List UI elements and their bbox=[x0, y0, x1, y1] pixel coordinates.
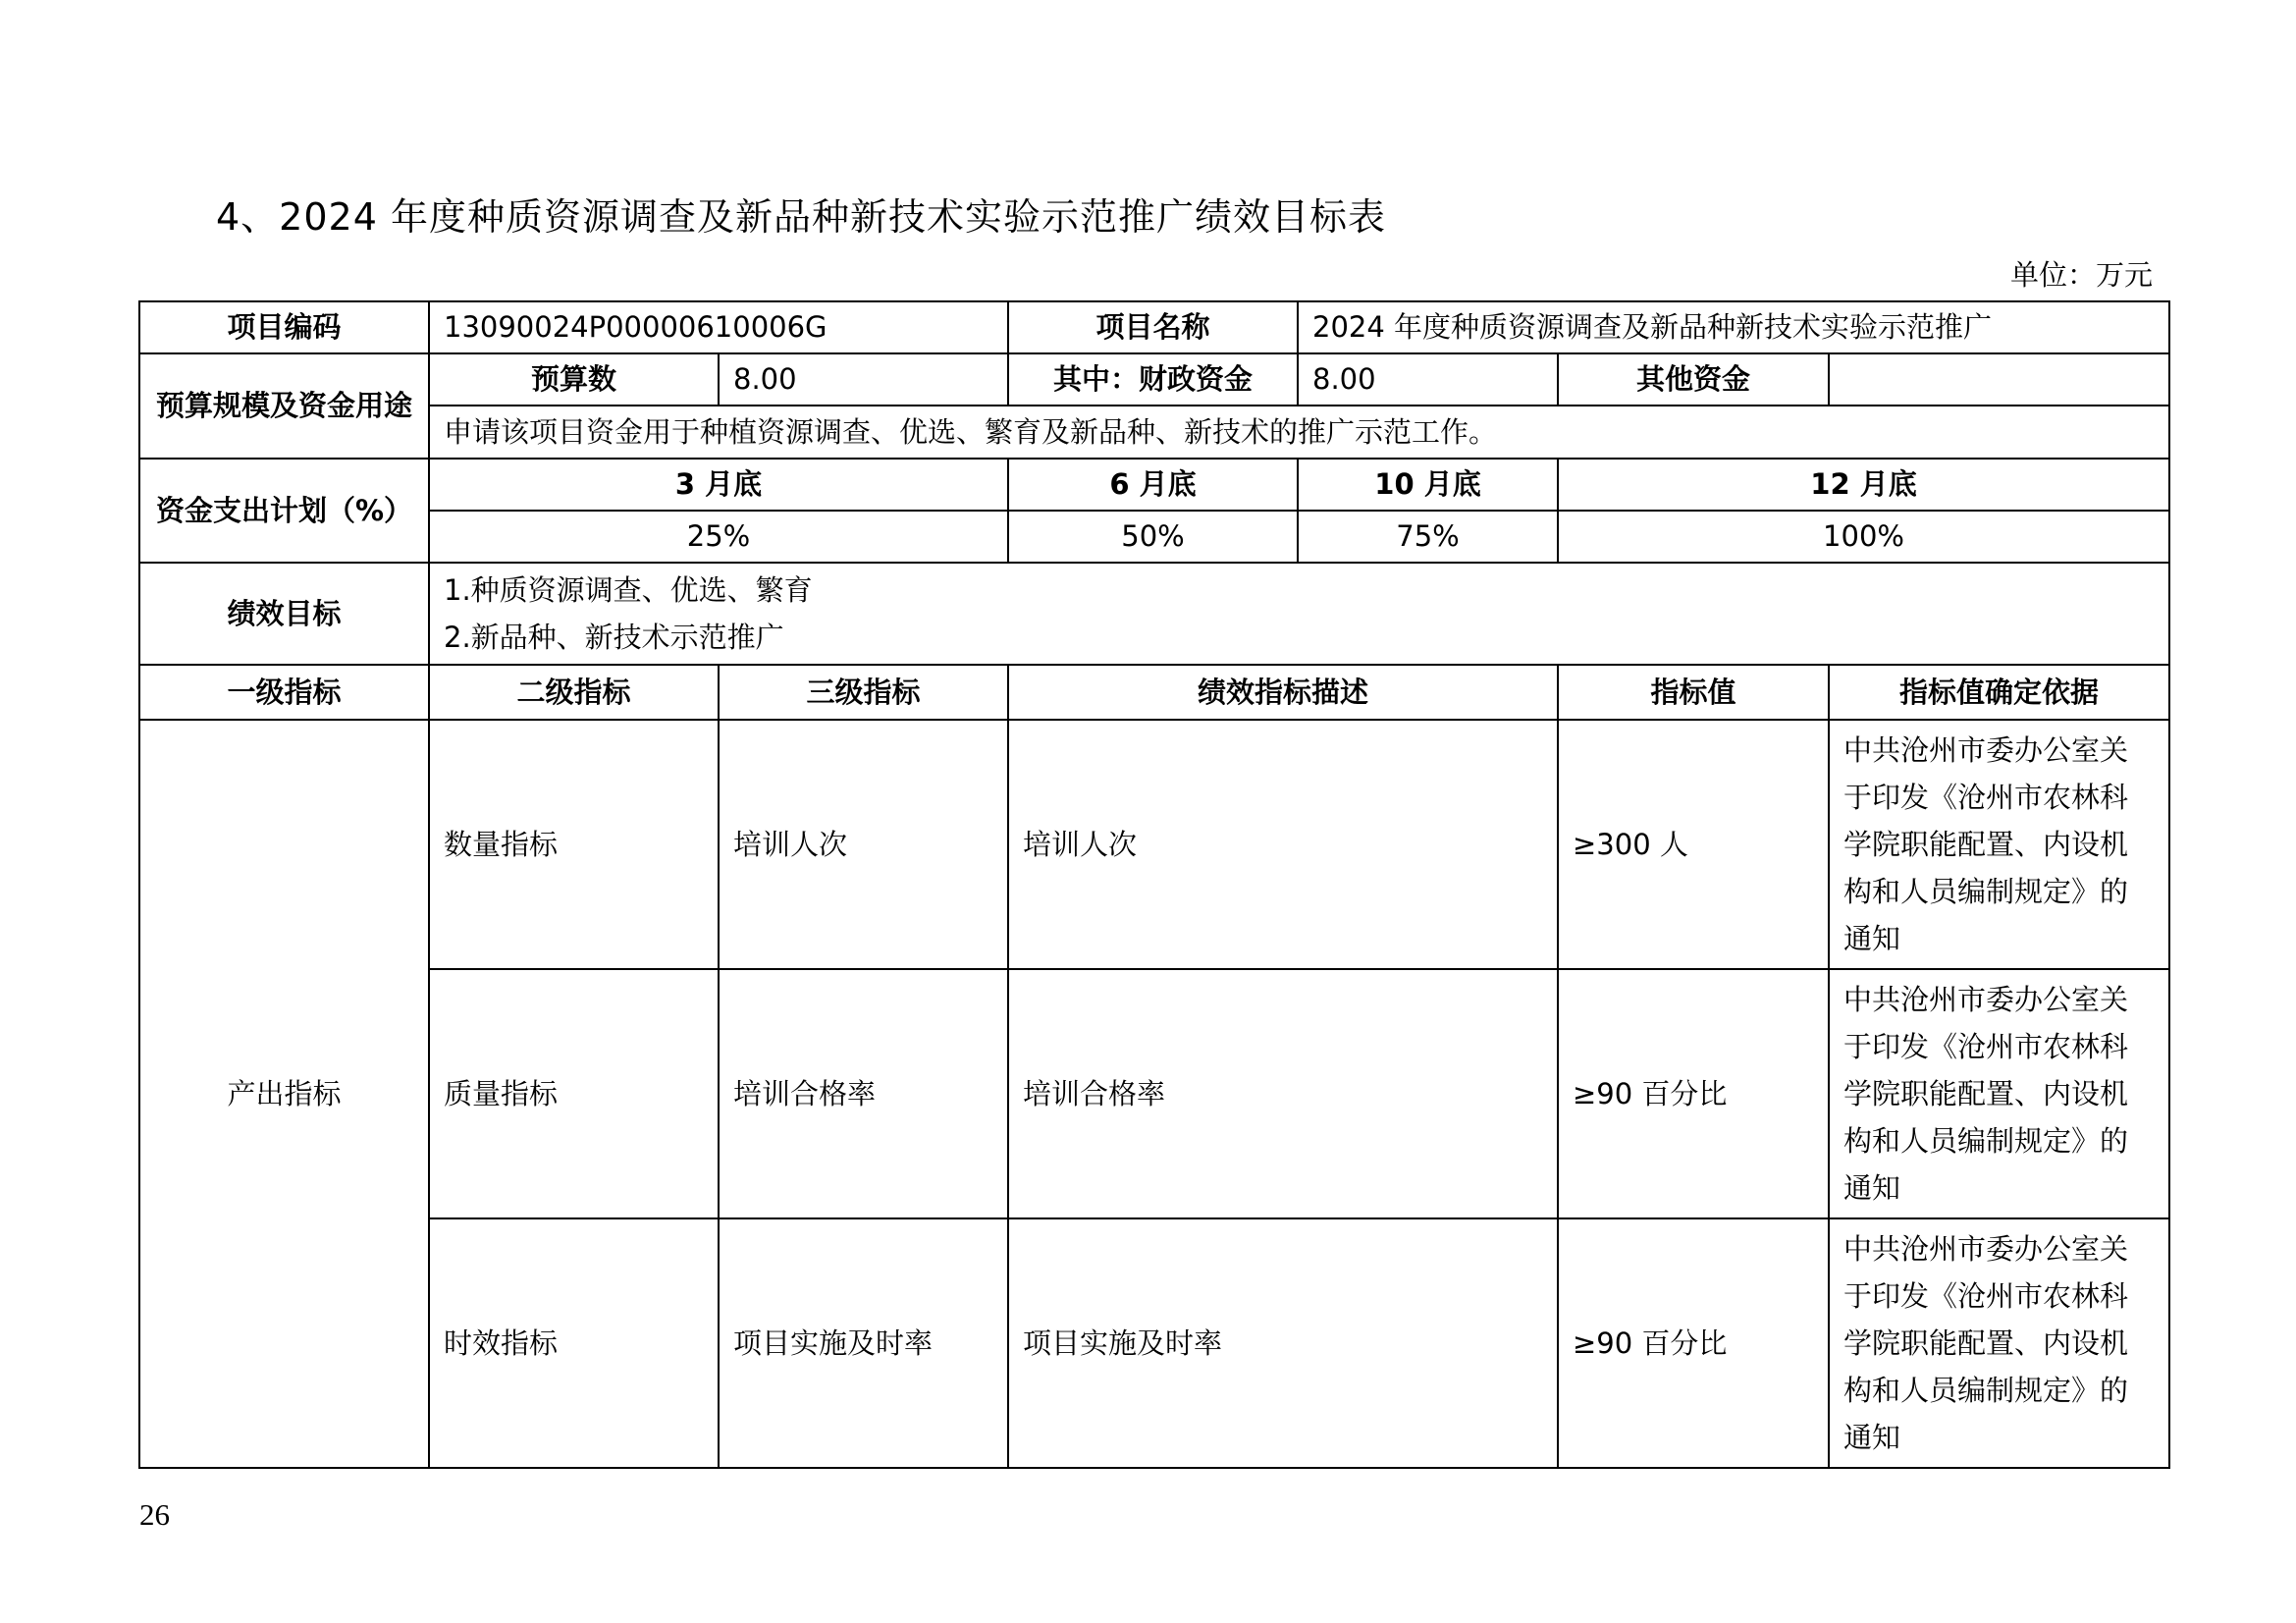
indicator-value: ≥90 百分比 bbox=[1558, 969, 1829, 1218]
budget-amount: 8.00 bbox=[719, 353, 1008, 406]
spending-value: 25% bbox=[429, 511, 1008, 563]
project-name-label: 项目名称 bbox=[1008, 301, 1298, 353]
basis-line: 中共沧州市委办公室关 bbox=[1843, 1232, 2129, 1266]
level3-indicator: 项目实施及时率 bbox=[719, 1218, 1008, 1468]
indicator-value: ≥300 人 bbox=[1558, 720, 1829, 969]
fiscal-funds: 8.00 bbox=[1298, 353, 1558, 406]
spending-period: 12 月底 bbox=[1558, 459, 2169, 511]
goal-item: 2.新品种、新技术示范推广 bbox=[444, 621, 784, 654]
indicator-basis bbox=[1829, 969, 2169, 1218]
budget-row bbox=[139, 353, 2169, 406]
basis-line: 构和人员编制规定》的 bbox=[1843, 1374, 2129, 1407]
basis-line: 通知 bbox=[1843, 1421, 1901, 1454]
funds-usage-row bbox=[139, 406, 2169, 459]
goals-label: 绩效目标 bbox=[139, 563, 429, 665]
spending-period: 6 月底 bbox=[1008, 459, 1298, 511]
project-info-row bbox=[139, 301, 2169, 353]
level2-indicator: 质量指标 bbox=[429, 969, 719, 1218]
spending-value: 75% bbox=[1298, 511, 1558, 563]
indicator-description: 培训人次 bbox=[1008, 720, 1558, 969]
basis-line: 学院职能配置、内设机 bbox=[1843, 828, 2129, 861]
level2-indicator: 数量指标 bbox=[429, 720, 719, 969]
basis-line: 构和人员编制规定》的 bbox=[1843, 875, 2129, 908]
basis-line: 通知 bbox=[1843, 1171, 1901, 1205]
indicator-basis bbox=[1829, 720, 2169, 969]
basis-line: 中共沧州市委办公室关 bbox=[1843, 983, 2129, 1016]
spending-period: 3 月底 bbox=[429, 459, 1008, 511]
unit-label: 单位：万元 bbox=[2009, 258, 2153, 292]
other-funds-label: 其他资金 bbox=[1558, 353, 1829, 406]
basis-line: 于印发《沧州市农林科 bbox=[1843, 1279, 2129, 1313]
basis-line: 于印发《沧州市农林科 bbox=[1843, 781, 2129, 814]
indicator-description: 培训合格率 bbox=[1008, 969, 1558, 1218]
indicator-basis bbox=[1829, 1218, 2169, 1468]
basis-line: 构和人员编制规定》的 bbox=[1843, 1124, 2129, 1158]
header-level1: 一级指标 bbox=[139, 665, 429, 720]
page-number: 26 bbox=[139, 1497, 170, 1532]
indicator-header-row bbox=[139, 665, 2169, 720]
fiscal-funds-label: 其中：财政资金 bbox=[1008, 353, 1298, 406]
header-level2: 二级指标 bbox=[429, 665, 719, 720]
goal-item: 1.种质资源调查、优选、繁育 bbox=[444, 573, 813, 607]
level3-indicator: 培训人次 bbox=[719, 720, 1008, 969]
project-code: 13090024P00000610006G bbox=[429, 301, 1008, 353]
basis-line: 于印发《沧州市农林科 bbox=[1843, 1030, 2129, 1063]
other-funds bbox=[1829, 353, 2169, 406]
indicator-value: ≥90 百分比 bbox=[1558, 1218, 1829, 1468]
project-name: 2024 年度种质资源调查及新品种新技术实验示范推广 bbox=[1298, 301, 2169, 353]
header-description: 绩效指标描述 bbox=[1008, 665, 1558, 720]
funds-usage: 申请该项目资金用于种植资源调查、优选、繁育及新品种、新技术的推广示范工作。 bbox=[429, 406, 2169, 459]
spending-plan-values-row bbox=[139, 511, 2169, 563]
spending-period: 10 月底 bbox=[1298, 459, 1558, 511]
level1-indicator: 产出指标 bbox=[139, 720, 429, 1468]
level3-indicator: 培训合格率 bbox=[719, 969, 1008, 1218]
indicator-row bbox=[139, 720, 2169, 969]
page-title: 4、2024 年度种质资源调查及新品种新技术实验示范推广绩效目标表 bbox=[216, 195, 1386, 239]
budget-label: 预算规模及资金用途 bbox=[139, 353, 429, 459]
header-value: 指标值 bbox=[1558, 665, 1829, 720]
header-level3: 三级指标 bbox=[719, 665, 1008, 720]
spending-plan-label: 资金支出计划（%） bbox=[139, 459, 429, 563]
spending-value: 50% bbox=[1008, 511, 1298, 563]
project-code-label: 项目编码 bbox=[139, 301, 429, 353]
header-basis: 指标值确定依据 bbox=[1829, 665, 2169, 720]
basis-line: 学院职能配置、内设机 bbox=[1843, 1077, 2129, 1110]
basis-line: 通知 bbox=[1843, 922, 1901, 955]
basis-line: 中共沧州市委办公室关 bbox=[1843, 733, 2129, 767]
spending-value: 100% bbox=[1558, 511, 2169, 563]
performance-target-table bbox=[138, 300, 2170, 1469]
goals-list bbox=[429, 563, 2169, 665]
indicator-row bbox=[139, 1218, 2169, 1468]
indicator-row bbox=[139, 969, 2169, 1218]
goals-row bbox=[139, 563, 2169, 665]
indicator-description: 项目实施及时率 bbox=[1008, 1218, 1558, 1468]
budget-amount-label: 预算数 bbox=[429, 353, 719, 406]
level2-indicator: 时效指标 bbox=[429, 1218, 719, 1468]
basis-line: 学院职能配置、内设机 bbox=[1843, 1326, 2129, 1360]
spending-plan-header-row bbox=[139, 459, 2169, 511]
